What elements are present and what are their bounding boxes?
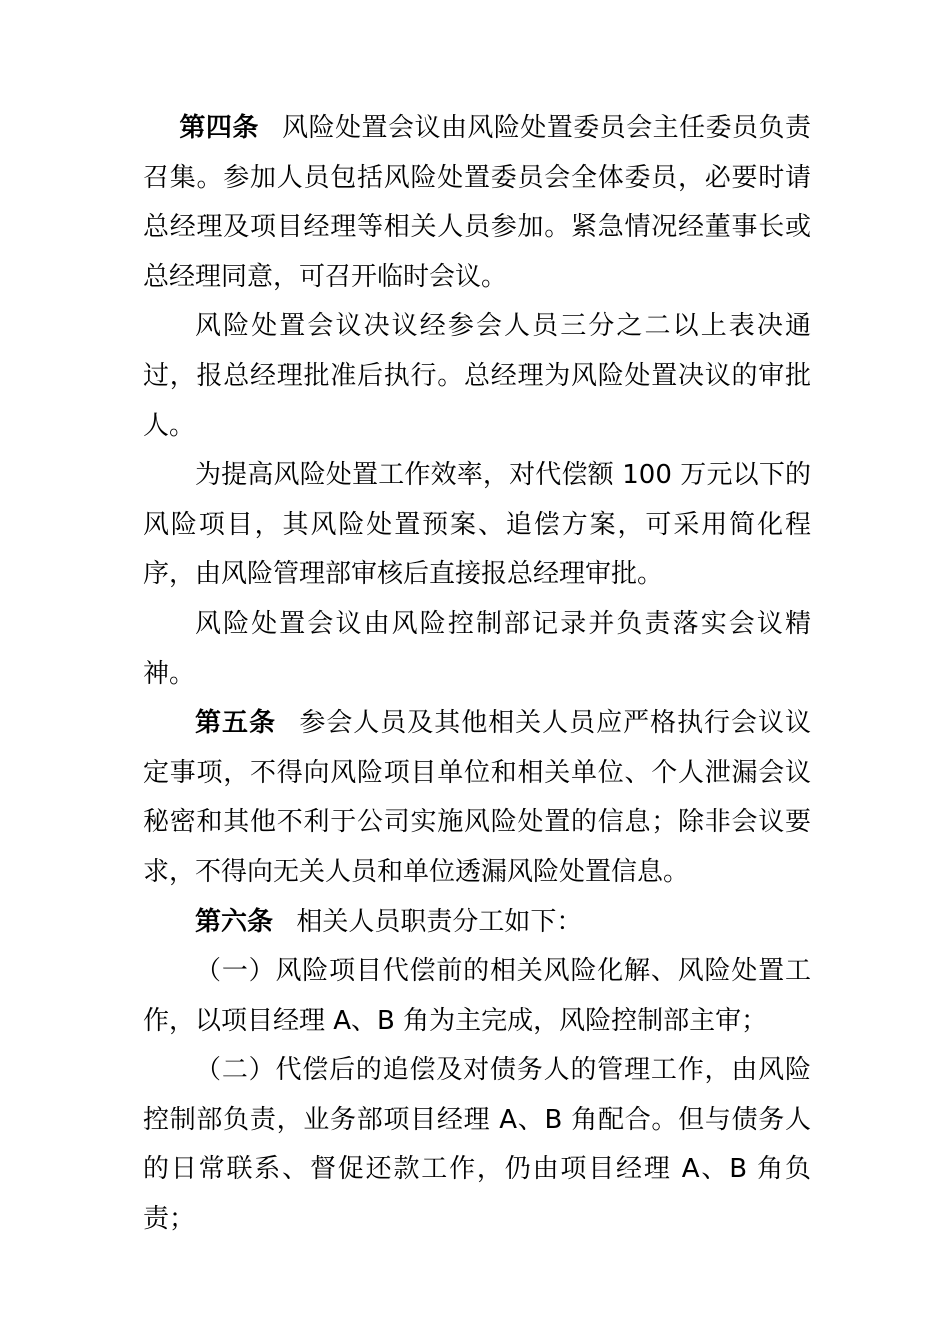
paragraph-item-1	[143, 947, 811, 1046]
paragraph-text: 风险处置会议决议经参会人员三分之二以上表决通过，报总经理批准后执行。总经理为风险处置决议的审批人。	[143, 311, 811, 441]
paragraph-text: 为提高风险处置工作效率，对代偿额 100 万元以下的风险项目，其风险处置预案、追偿方案，可采用简化程序，由风险管理部审核后直接报总经理审批。	[143, 460, 811, 590]
paragraph-article-6	[143, 898, 811, 948]
document-body	[143, 104, 811, 1245]
paragraph-text: （一）风险项目代偿前的相关风险化解、风险处置工作，以项目经理 A、B 角为主完成，风险控制部主审；	[143, 956, 811, 1036]
paragraph-text: 参会人员及其他相关人员应严格执行会议议定事项，不得向风险项目单位和相关单位、个人泄漏会议秘密和其他不利于公司实施风险处置的信息；除非会议要求，不得向无关人员和单位透漏风险处置信息。	[143, 708, 811, 887]
paragraph-meeting-record	[143, 600, 811, 699]
article-heading: 第五条	[195, 708, 276, 739]
paragraph-text: 相关人员职责分工如下：	[296, 906, 583, 937]
paragraph-article-5	[143, 699, 811, 897]
article-heading: 第四条	[179, 113, 259, 143]
paragraph-text: 风险处置会议由风险控制部记录并负责落实会议精神。	[143, 608, 811, 689]
paragraph-text: 风险处置会议由风险处置委员会主任委员负责召集。参加人员包括风险处置委员会全体委员，必要时请总经理及项目经理等相关人员参加。紧急情况经董事长或总经理同意，可召开临时会议。	[143, 113, 811, 292]
paragraph-item-2	[143, 1046, 811, 1244]
article-heading: 第六条	[195, 906, 274, 937]
paragraph-simplified-procedure	[143, 451, 811, 600]
paragraph-resolution	[143, 302, 811, 451]
paragraph-article-4	[143, 104, 811, 302]
paragraph-text: （二）代偿后的追偿及对债务人的管理工作，由风险控制部负责，业务部项目经理 A、B 角配合。但与债务人的日常联系、督促还款工作，仍由项目经理 A、B 角负责；	[143, 1055, 811, 1235]
